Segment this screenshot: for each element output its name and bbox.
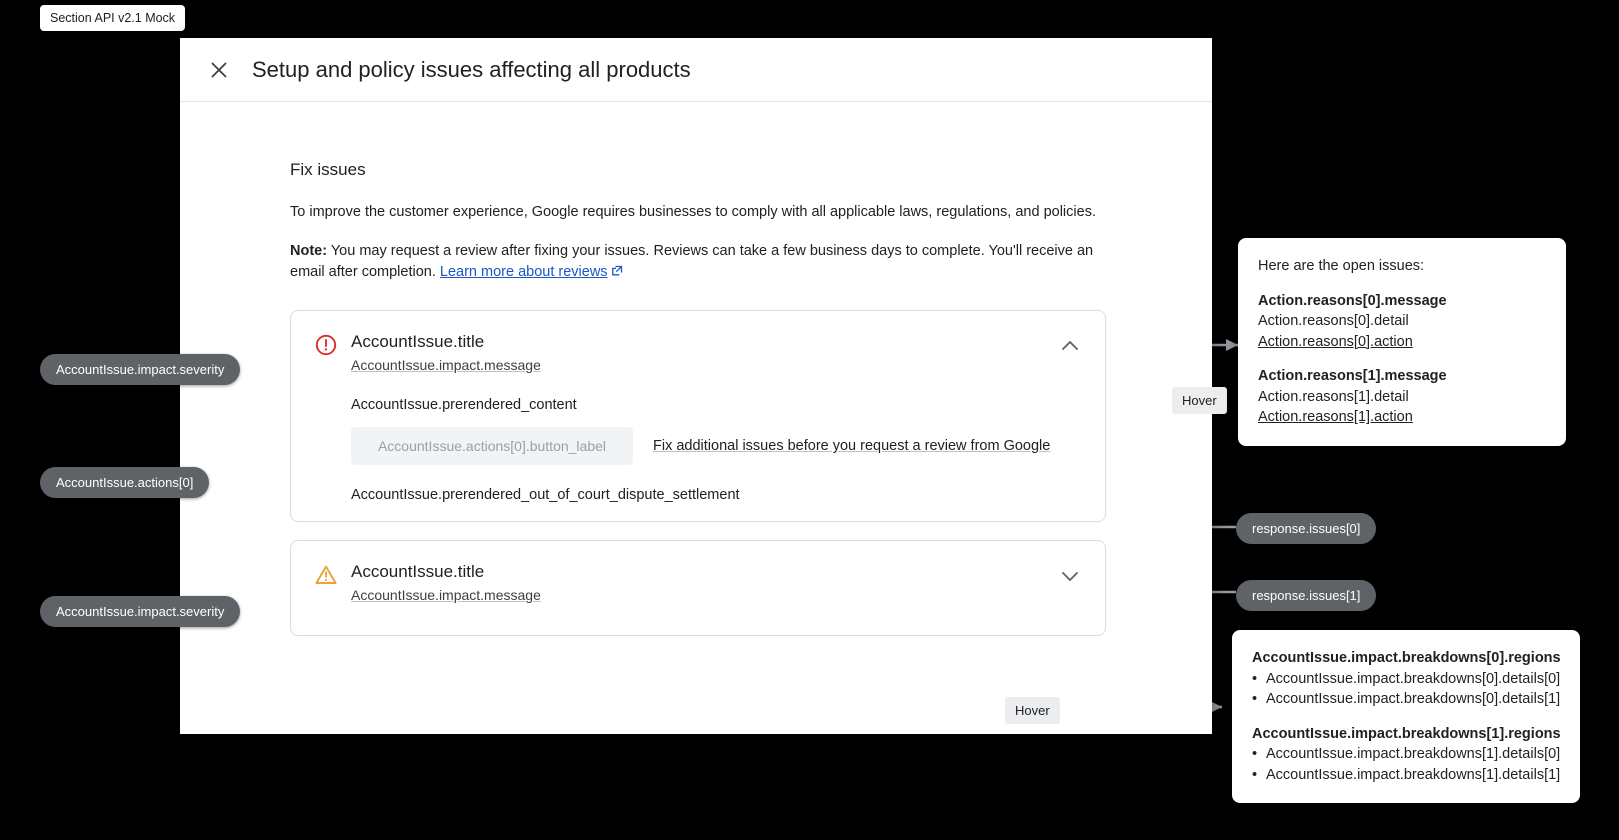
breakdown-detail: • AccountIssue.impact.breakdowns[0].details[0] [1252,669,1560,690]
close-icon[interactable] [202,53,236,87]
issue-card-0[interactable] [290,310,1106,522]
tooltip-reason-group-0 [1258,291,1546,353]
issues-dialog [180,38,1212,734]
chevron-down-icon[interactable] [1057,563,1083,589]
issue-impact-message: AccountIssue.impact.message [351,587,541,604]
close-glyph [209,60,229,80]
dialog-body [180,102,1212,636]
issue-actions-row [351,427,1083,465]
tooltip-lead: Here are the open issues: [1258,258,1425,274]
issue-prerendered-settlement: AccountIssue.prerendered_out_of_court_dispute_settlement [351,487,740,504]
external-link-icon [611,263,623,284]
issue-head-1 [315,561,1083,605]
breakdown-group-1 [1252,724,1560,786]
note-text: You may request a review after fixing your issues. Reviews can take a few business days to complete. You'll receive an email after completion. [290,243,1094,281]
error-icon [315,334,337,356]
learn-more-link[interactable]: Learn more about reviews [439,264,608,281]
tooltip-open-issues [1238,238,1566,446]
annotation-pill-actions-0: AccountIssue.actions[0] [40,467,209,498]
intro-paragraph: To improve the customer experience, Google requires businesses to comply with all applicable laws, regulations, and policies. [290,204,1096,220]
issue-card-1[interactable] [290,540,1106,636]
issue-texts-0 [351,331,1057,375]
breakdown-group-0 [1252,648,1560,710]
issue-action-button[interactable]: AccountIssue.actions[0].button_label [351,427,633,465]
hover-chip-top: Hover [1172,387,1227,414]
breakdown-heading: AccountIssue.impact.breakdowns[1].regions [1252,725,1561,742]
annotation-pill-severity-0: AccountIssue.impact.severity [40,354,240,385]
hover-chip-bottom: Hover [1005,697,1060,724]
issue-title: AccountIssue.title [351,562,485,582]
chevron-up-icon[interactable] [1057,333,1083,359]
issue-action-note: Fix additional issues before you request a review from Google [653,438,1051,455]
breakdown-heading: AccountIssue.impact.breakdowns[0].regions [1252,650,1561,666]
mock-version-badge: Section API v2.1 Mock [40,5,185,31]
section-title: Fix issues [290,160,366,179]
reason-action[interactable]: Action.reasons[1].action [1258,409,1413,426]
reason-detail: Action.reasons[1].detail [1258,388,1409,405]
reason-action[interactable]: Action.reasons[0].action [1258,333,1413,350]
annotation-pill-severity-1: AccountIssue.impact.severity [40,596,240,627]
page-title: Setup and policy issues affecting all products [252,56,691,82]
tooltip-reason-group-1 [1258,366,1546,428]
reason-message: Action.reasons[0].message [1258,292,1447,309]
breakdown-detail: • AccountIssue.impact.breakdowns[0].details[1] [1252,689,1560,710]
reason-message: Action.reasons[1].message [1258,368,1447,385]
breakdown-detail: • AccountIssue.impact.breakdowns[1].details[0] [1252,744,1560,765]
issue-title: AccountIssue.title [351,332,485,352]
issue-prerendered-content: AccountIssue.prerendered_content [351,397,577,414]
note-paragraph [290,241,1120,284]
warning-icon [315,564,337,586]
note-label: Note: [290,243,328,260]
issue-head-0 [315,331,1083,375]
breakdown-detail: • AccountIssue.impact.breakdowns[1].details[1] [1252,765,1560,786]
annotation-pill-response-issues-0: response.issues[0] [1236,513,1376,544]
dialog-header [180,38,1212,102]
issue-impact-message: AccountIssue.impact.message [351,357,541,374]
tooltip-impact-breakdowns [1232,630,1580,803]
issue-texts-1 [351,561,1057,605]
reason-detail: Action.reasons[0].detail [1258,313,1409,330]
annotation-pill-response-issues-1: response.issues[1] [1236,580,1376,611]
